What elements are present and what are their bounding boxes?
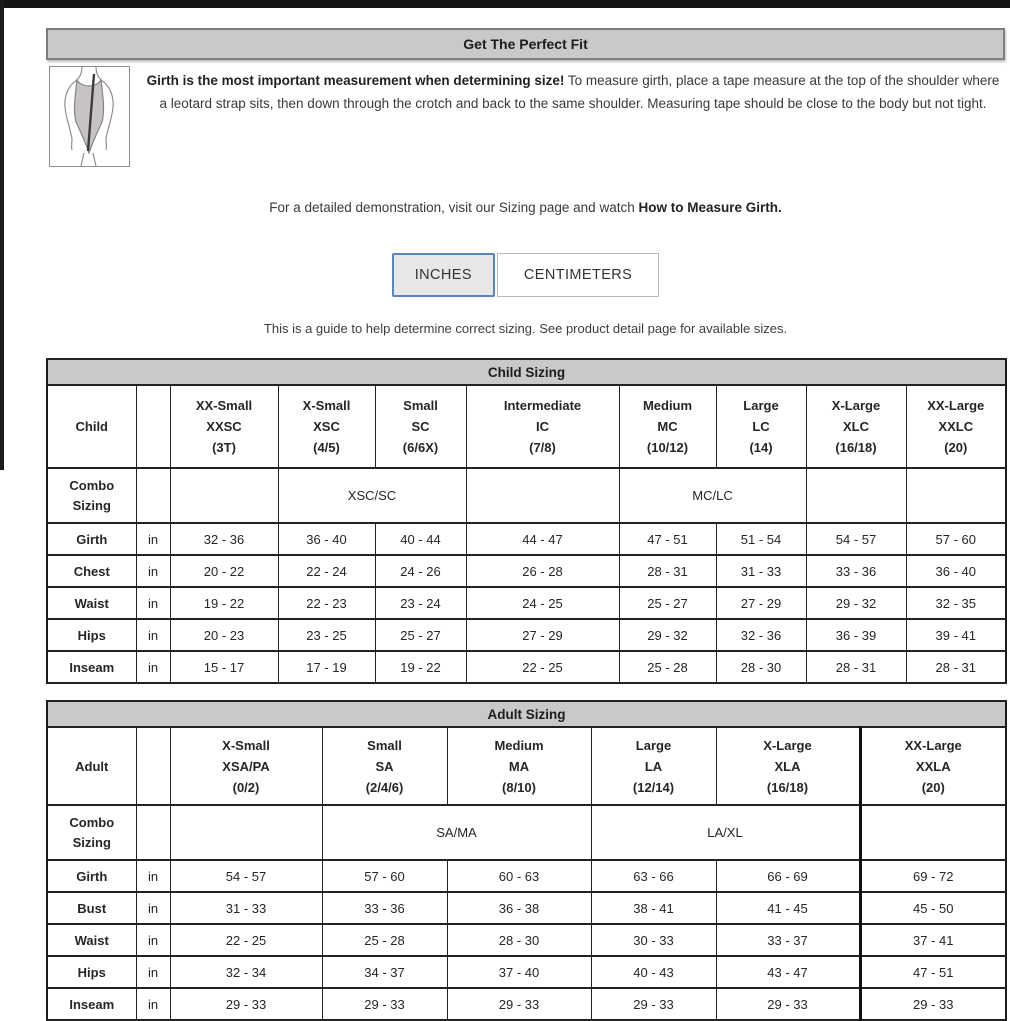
child-sizing-table <box>46 358 1007 684</box>
size-value-cell: 29 - 33 <box>447 988 591 1020</box>
size-value-cell: 17 - 19 <box>278 651 375 683</box>
size-value-cell: 20 - 22 <box>170 555 278 587</box>
unit-cell: in <box>136 619 170 651</box>
page-title: Get The Perfect Fit <box>46 28 1005 60</box>
measurement-label: Inseam <box>47 988 136 1020</box>
size-value-cell: 54 - 57 <box>170 860 322 892</box>
size-value-cell: 29 - 33 <box>860 988 1006 1020</box>
size-value-cell: 37 - 40 <box>447 956 591 988</box>
combo-sizing-cell: SA/MA <box>322 805 591 860</box>
size-column-header: XX-Large XXLA (20) <box>860 727 1006 805</box>
demo-instructions-prefix: For a detailed demonstration, visit our Sizing page and watch <box>269 200 639 215</box>
unit-cell: in <box>136 587 170 619</box>
unit-cell: in <box>136 924 170 956</box>
size-value-cell: 39 - 41 <box>906 619 1006 651</box>
size-value-cell: 29 - 33 <box>322 988 447 1020</box>
size-value-cell: 45 - 50 <box>860 892 1006 924</box>
unit-cell-empty <box>136 468 170 523</box>
unit-cell: in <box>136 651 170 683</box>
size-value-cell: 27 - 29 <box>466 619 619 651</box>
size-value-cell: 28 - 31 <box>806 651 906 683</box>
size-value-cell: 40 - 44 <box>375 523 466 555</box>
size-value-cell: 22 - 25 <box>170 924 322 956</box>
size-value-cell: 37 - 41 <box>860 924 1006 956</box>
girth-instructions-bold: Girth is the most important measurement when determining size! <box>146 73 565 88</box>
size-column-header: Intermediate IC (7/8) <box>466 385 619 468</box>
size-value-cell: 29 - 33 <box>170 988 322 1020</box>
size-value-cell: 29 - 32 <box>806 587 906 619</box>
size-value-cell: 66 - 69 <box>716 860 860 892</box>
leotard-girth-illustration <box>49 66 130 167</box>
size-column-header: Large LC (14) <box>716 385 806 468</box>
size-column-header: X-Small XSC (4/5) <box>278 385 375 468</box>
combo-sizing-cell <box>906 468 1006 523</box>
size-value-cell: 51 - 54 <box>716 523 806 555</box>
size-value-cell: 29 - 33 <box>591 988 716 1020</box>
sizing-note: This is a guide to help determine correct sizing. See product detail page for available sizes. <box>263 321 788 336</box>
combo-sizing-cell <box>860 805 1006 860</box>
measurement-label: Girth <box>47 860 136 892</box>
size-value-cell: 15 - 17 <box>170 651 278 683</box>
size-value-cell: 25 - 28 <box>619 651 716 683</box>
size-value-cell: 25 - 27 <box>619 587 716 619</box>
combo-sizing-cell <box>170 468 278 523</box>
size-column-header: X-Small XSA/PA (0/2) <box>170 727 322 805</box>
size-value-cell: 36 - 39 <box>806 619 906 651</box>
combo-sizing-cell <box>806 468 906 523</box>
size-value-cell: 28 - 30 <box>716 651 806 683</box>
size-value-cell: 57 - 60 <box>906 523 1006 555</box>
unit-cell-empty <box>136 805 170 860</box>
demo-instructions <box>46 200 1005 215</box>
size-value-cell: 54 - 57 <box>806 523 906 555</box>
size-value-cell: 38 - 41 <box>591 892 716 924</box>
size-value-cell: 47 - 51 <box>619 523 716 555</box>
size-value-cell: 36 - 40 <box>906 555 1006 587</box>
combo-sizing-cell: XSC/SC <box>278 468 466 523</box>
measurement-label: Hips <box>47 619 136 651</box>
girth-instructions <box>141 66 1005 115</box>
size-value-cell: 29 - 32 <box>619 619 716 651</box>
combo-sizing-cell <box>466 468 619 523</box>
unit-cell: in <box>136 523 170 555</box>
size-column-header: Small SC (6/6X) <box>375 385 466 468</box>
size-value-cell: 32 - 36 <box>170 523 278 555</box>
centimeters-button[interactable]: CENTIMETERS <box>497 253 659 297</box>
combo-sizing-cell <box>170 805 322 860</box>
size-value-cell: 25 - 28 <box>322 924 447 956</box>
size-value-cell: 34 - 37 <box>322 956 447 988</box>
combo-sizing-label: Combo Sizing <box>47 468 136 523</box>
size-value-cell: 19 - 22 <box>375 651 466 683</box>
measurement-label: Girth <box>47 523 136 555</box>
size-value-cell: 60 - 63 <box>447 860 591 892</box>
unit-column-header <box>136 727 170 805</box>
size-value-cell: 32 - 36 <box>716 619 806 651</box>
measurement-label: Waist <box>47 924 136 956</box>
size-value-cell: 33 - 36 <box>322 892 447 924</box>
size-value-cell: 36 - 38 <box>447 892 591 924</box>
size-value-cell: 36 - 40 <box>278 523 375 555</box>
table-group-label: Adult <box>47 727 136 805</box>
table-group-label: Child <box>47 385 136 468</box>
unit-cell: in <box>136 988 170 1020</box>
window-edge-left <box>0 0 4 470</box>
unit-column-header <box>136 385 170 468</box>
size-value-cell: 19 - 22 <box>170 587 278 619</box>
size-column-header: XX-Large XXLC (20) <box>906 385 1006 468</box>
size-value-cell: 23 - 25 <box>278 619 375 651</box>
size-value-cell: 22 - 23 <box>278 587 375 619</box>
inches-button[interactable]: INCHES <box>392 253 495 297</box>
measurement-label: Bust <box>47 892 136 924</box>
girth-intro-section <box>46 66 1005 170</box>
measurement-label: Waist <box>47 587 136 619</box>
size-value-cell: 28 - 31 <box>619 555 716 587</box>
size-column-header: Small SA (2/4/6) <box>322 727 447 805</box>
size-value-cell: 31 - 33 <box>716 555 806 587</box>
measurement-label: Hips <box>47 956 136 988</box>
size-value-cell: 69 - 72 <box>860 860 1006 892</box>
size-value-cell: 27 - 29 <box>716 587 806 619</box>
size-value-cell: 26 - 28 <box>466 555 619 587</box>
size-column-header: X-Large XLA (16/18) <box>716 727 860 805</box>
unit-cell: in <box>136 555 170 587</box>
measurement-label: Inseam <box>47 651 136 683</box>
unit-toggle-group <box>46 253 1005 297</box>
size-value-cell: 31 - 33 <box>170 892 322 924</box>
leotard-icon <box>50 67 129 166</box>
size-value-cell: 32 - 34 <box>170 956 322 988</box>
demo-instructions-bold: How to Measure Girth. <box>638 200 782 215</box>
size-value-cell: 40 - 43 <box>591 956 716 988</box>
size-value-cell: 43 - 47 <box>716 956 860 988</box>
size-value-cell: 30 - 33 <box>591 924 716 956</box>
size-value-cell: 25 - 27 <box>375 619 466 651</box>
size-value-cell: 24 - 25 <box>466 587 619 619</box>
combo-sizing-label: Combo Sizing <box>47 805 136 860</box>
size-value-cell: 47 - 51 <box>860 956 1006 988</box>
window-edge-top <box>0 0 1010 8</box>
unit-cell: in <box>136 956 170 988</box>
size-value-cell: 28 - 30 <box>447 924 591 956</box>
combo-sizing-cell: MC/LC <box>619 468 806 523</box>
size-column-header: X-Large XLC (16/18) <box>806 385 906 468</box>
unit-cell: in <box>136 860 170 892</box>
girth-instructions-rest: To measure girth, place a tape measure at the top of the shoulder where a leotard strap sits, then down through the crotch and back to the same shoulder. Measuring tape should be close to the body but not tight. <box>159 73 1000 111</box>
measurement-label: Chest <box>47 555 136 587</box>
size-value-cell: 20 - 23 <box>170 619 278 651</box>
adult-sizing-table <box>46 700 1007 1021</box>
size-value-cell: 63 - 66 <box>591 860 716 892</box>
size-value-cell: 22 - 25 <box>466 651 619 683</box>
size-chart-page <box>46 8 1005 1021</box>
size-value-cell: 28 - 31 <box>906 651 1006 683</box>
size-value-cell: 29 - 33 <box>716 988 860 1020</box>
size-value-cell: 44 - 47 <box>466 523 619 555</box>
size-column-header: Medium MA (8/10) <box>447 727 591 805</box>
size-column-header: Medium MC (10/12) <box>619 385 716 468</box>
size-value-cell: 32 - 35 <box>906 587 1006 619</box>
size-value-cell: 33 - 37 <box>716 924 860 956</box>
size-value-cell: 33 - 36 <box>806 555 906 587</box>
size-value-cell: 23 - 24 <box>375 587 466 619</box>
size-value-cell: 57 - 60 <box>322 860 447 892</box>
table-title: Child Sizing <box>47 359 1006 385</box>
size-column-header: XX-Small XXSC (3T) <box>170 385 278 468</box>
size-column-header: Large LA (12/14) <box>591 727 716 805</box>
combo-sizing-cell: LA/XL <box>591 805 860 860</box>
size-value-cell: 24 - 26 <box>375 555 466 587</box>
table-title: Adult Sizing <box>47 701 1006 727</box>
size-value-cell: 41 - 45 <box>716 892 860 924</box>
unit-cell: in <box>136 892 170 924</box>
size-value-cell: 22 - 24 <box>278 555 375 587</box>
